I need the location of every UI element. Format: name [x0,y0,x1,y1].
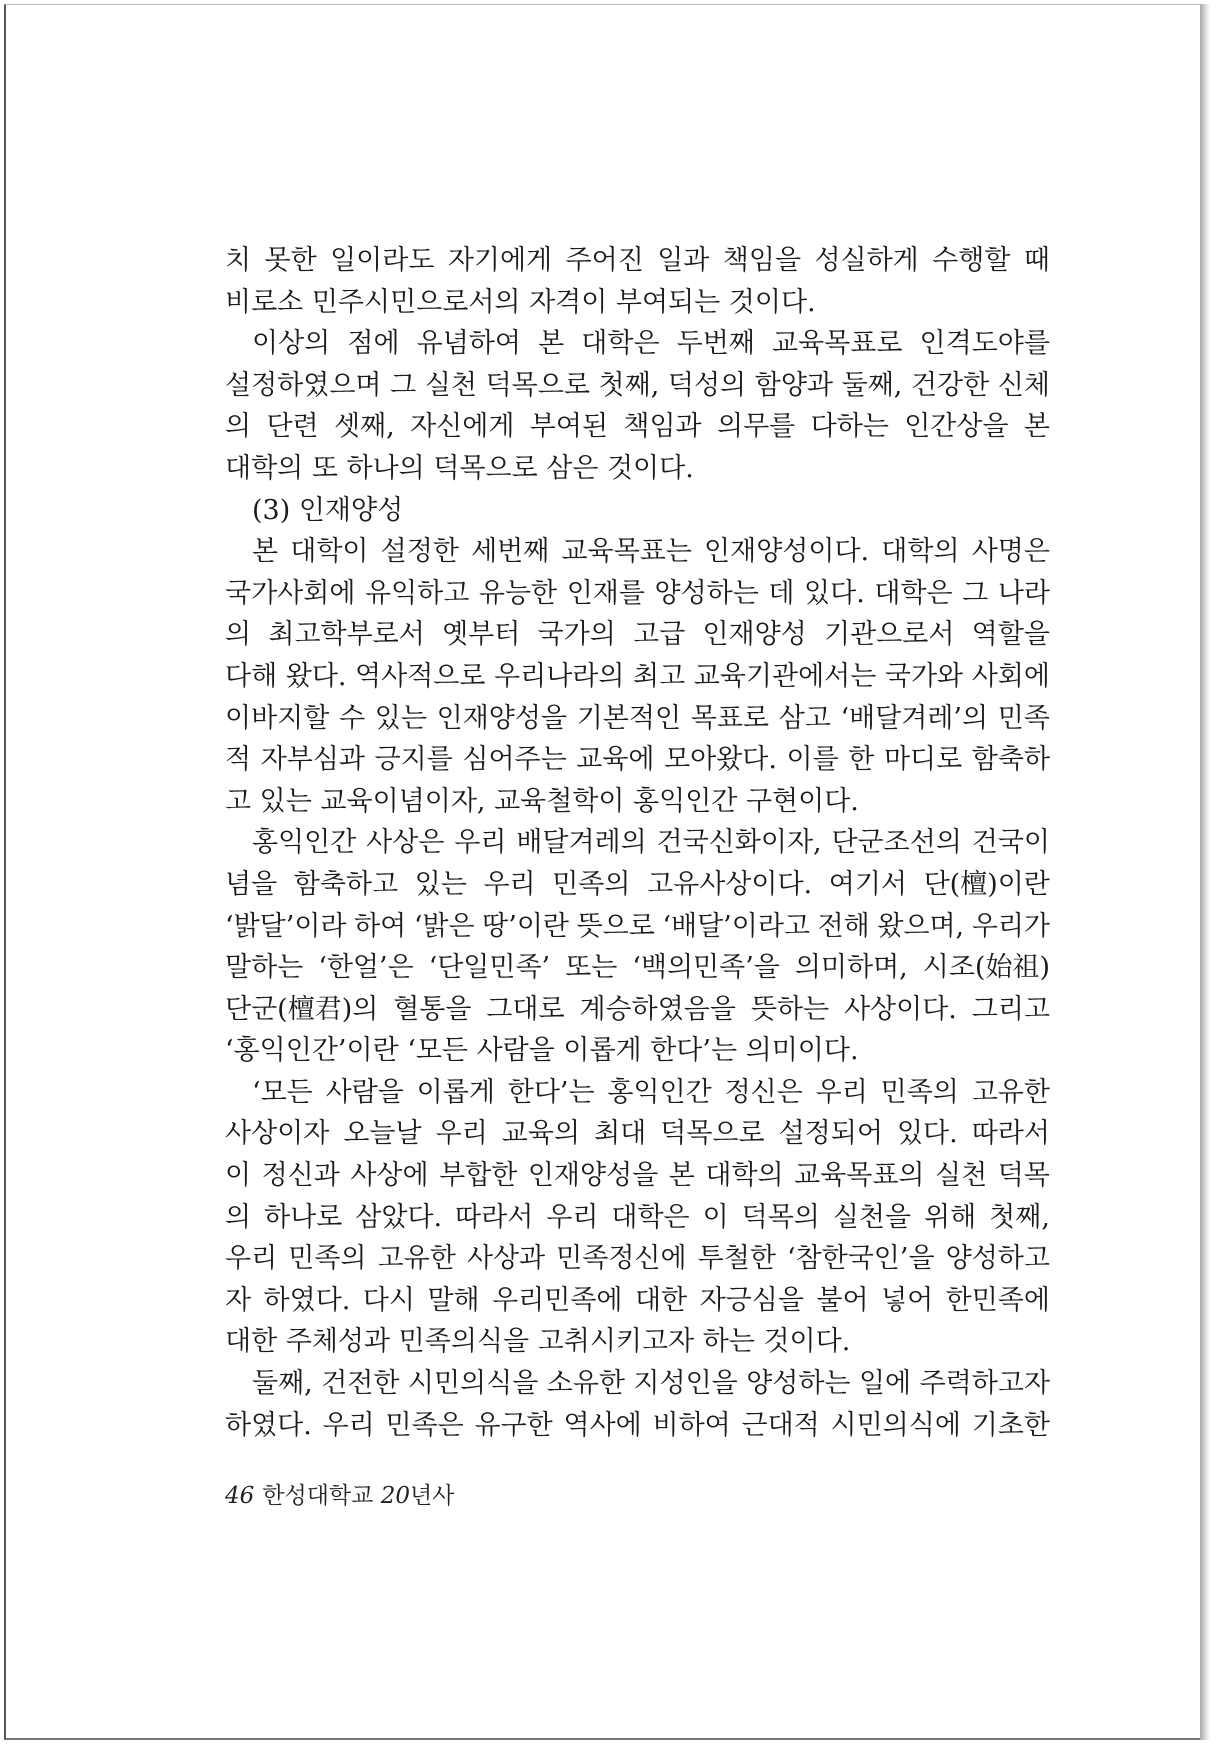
text-line: 비로소 민주시민으로서의 자격이 부여되는 것이다. [225,286,816,318]
text-line: 본 대학이 설정한 세번째 교육목표는 인재양성이다. 대학의 사명은 [252,536,1050,568]
text-line: 둘째, 건전한 시민의식을 소유한 지성인을 양성하는 일에 주력하고자 [252,1368,1050,1400]
book-title: 한성대학교 [262,1483,374,1509]
text-line: (3) 인재양성 [252,494,404,526]
text-line: 대학의 또 하나의 덕목으로 삼은 것이다. [225,452,694,484]
text-line: 말하는 ‘한얼’은 ‘단일민족’ 또는 ‘백의민족’을 의미하며, 시조(始祖) [225,952,1050,984]
text-line: 국가사회에 유익하고 유능한 인재를 양성하는 데 있다. 대학은 그 나라 [225,577,1050,609]
text-line: 우리 민족의 고유한 사상과 민족정신에 투철한 ‘참한국인’을 양성하고 [225,1243,1050,1275]
book-series-suffix: 년사 [409,1483,455,1509]
text-line: 홍익인간 사상은 우리 배달겨레의 건국신화이자, 단군조선의 건국이 [252,827,1050,859]
text-line: ‘홍익인간’이란 ‘모든 사람을 이롭게 한다’는 의미이다. [225,1035,859,1067]
text-line: 치 못한 일이라도 자기에게 주어진 일과 책임을 성실하게 수행할 때 [225,245,1050,276]
text-line: 의 하나로 삼았다. 따라서 우리 대학은 이 덕목의 실천을 위해 첫째, [225,1201,1050,1233]
text-line: ‘밝달’이라 하여 ‘밝은 땅’이란 뜻으로 ‘배달’이라고 전해 왔으며, 우리가 [225,910,1050,942]
text-line: 이 정신과 사상에 부합한 인재양성을 본 대학의 교육목표의 실천 덕목 [225,1160,1050,1192]
text-line: 자 하였다. 다시 말해 우리민족에 대한 자긍심을 불어 넣어 한민족에 [225,1284,1050,1316]
text-line: 적 자부심과 긍지를 심어주는 교육에 모아왔다. 이를 한 마디로 함축하 [225,744,1050,776]
text-line: 이바지할 수 있는 인재양성을 기본적인 목표로 삼고 ‘배달겨레’의 민족 [225,702,1050,734]
text-line: 이상의 점에 유념하여 본 대학은 두번째 교육목표로 인격도야를 [252,328,1050,360]
page-number: 46 [225,1483,255,1509]
page-footer [225,1477,454,1510]
text-line: ‘모든 사람을 이롭게 한다’는 홍익인간 정신은 우리 민족의 고유한 [252,1076,1050,1108]
text-line: 의 단련 셋째, 자신에게 부여된 책임과 의무를 다하는 인간상을 본 [225,411,1050,443]
text-line: 단군(檀君)의 혈통을 그대로 계승하였음을 뜻하는 사상이다. 그리고 [225,993,1050,1025]
text-line: 대한 주체성과 민족의식을 고취시키고자 하는 것이다. [225,1326,851,1358]
text-line: 념을 함축하고 있는 우리 민족의 고유사상이다. 여기서 단(檀)이란 [225,868,1050,900]
text-line: 고 있는 교육이념이자, 교육철학이 홍익인간 구현이다. [225,785,859,817]
text-line: 하였다. 우리 민족은 유구한 역사에 비하여 근대적 시민의식에 기초한 [225,1409,1050,1441]
text-line: 설정하였으며 그 실천 덕목으로 첫째, 덕성의 함양과 둘째, 건강한 신체 [225,369,1050,401]
text-line: 사상이자 오늘날 우리 교육의 최대 덕목으로 설정되어 있다. 따라서 [225,1118,1050,1150]
body-text [225,240,1050,1446]
text-line: 의 최고학부로서 옛부터 국가의 고급 인재양성 기관으로서 역할을 [225,619,1050,651]
page-edge-shadow [1200,4,1210,1740]
text-line: 다해 왔다. 역사적으로 우리나라의 최고 교육기관에서는 국가와 사회에 [225,660,1050,692]
book-series-number: 20 [380,1483,410,1509]
